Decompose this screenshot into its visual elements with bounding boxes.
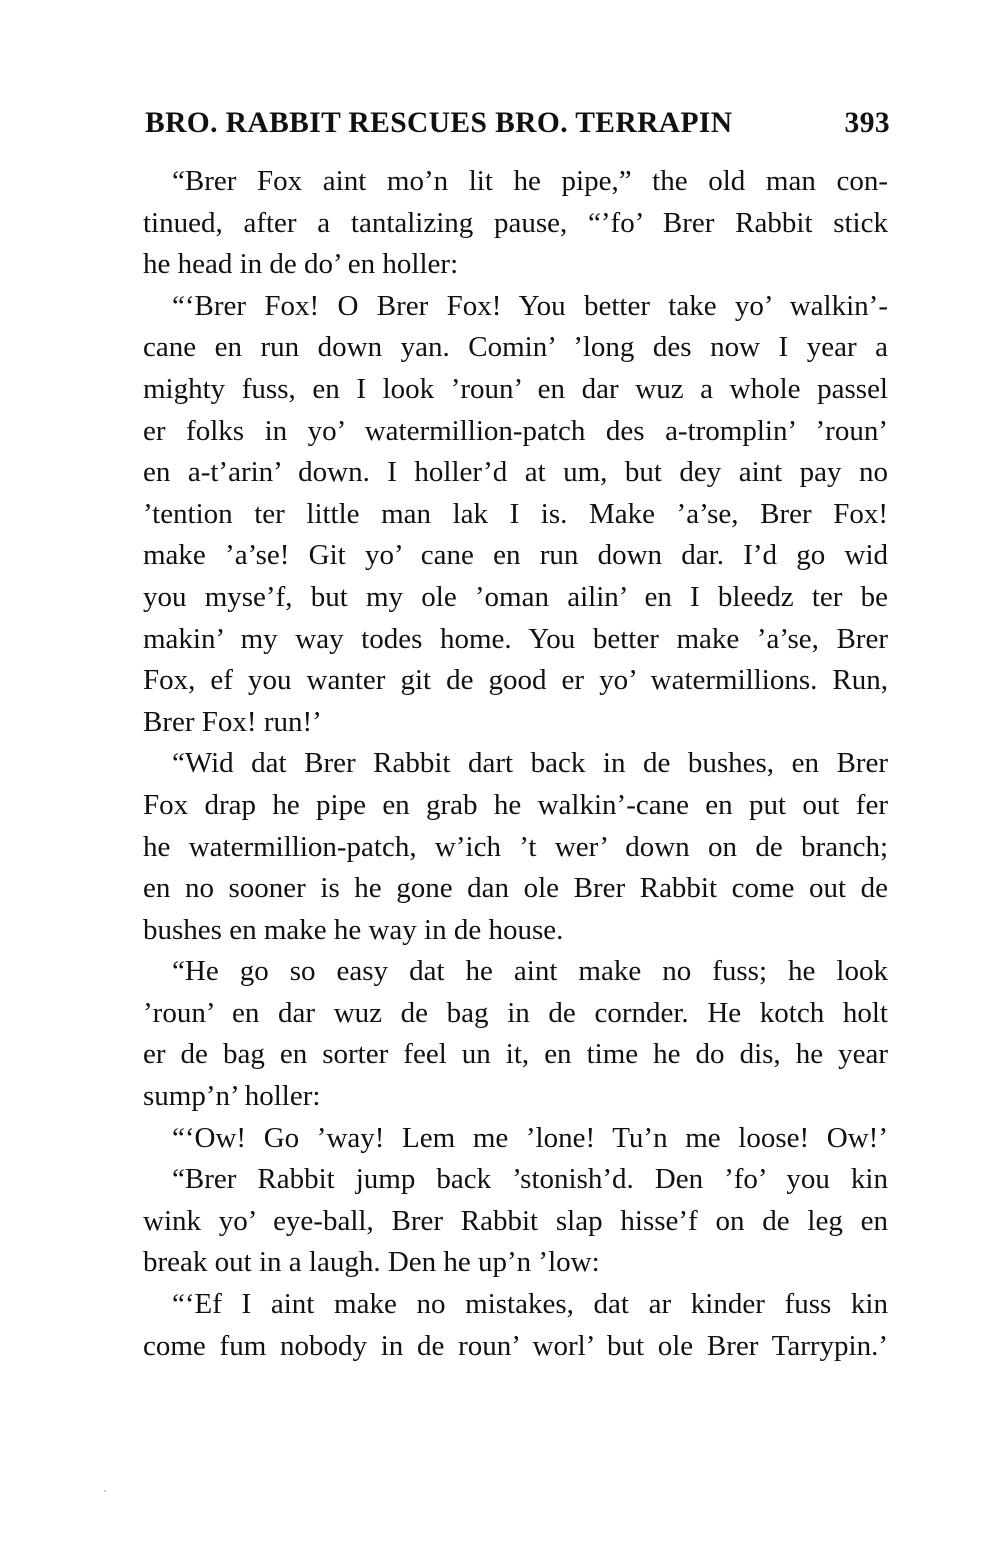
text-line: “‘Ow! Go ’way! Lem me ’lone! Tu’n me loose! Ow!’ xyxy=(172,1121,888,1154)
scan-speck xyxy=(104,1490,106,1492)
text-line: he watermillion-patch, w’ich ’t wer’ down on de branch; xyxy=(143,830,888,863)
text-line: er de bag en sorter feel un it, en time he do dis, he year xyxy=(143,1038,888,1071)
text-line: Brer Fox! run!’ xyxy=(143,705,322,738)
text-line: sump’n’ holler: xyxy=(143,1080,321,1113)
text-line: break out in a laugh. Den he up’n ’low: xyxy=(143,1246,600,1279)
text-line: come fum nobody in de roun’ worl’ but ole Brer Tarrypin.’ xyxy=(143,1329,888,1362)
text-line: er folks in yo’ watermillion-patch des a-tromplin’ ’roun’ xyxy=(143,414,888,447)
text-line: “‘Ef I aint make no mistakes, dat ar kinder fuss kin xyxy=(172,1288,888,1321)
chapter-title: BRO. RABBIT RESCUES BRO. TERRAPIN xyxy=(145,107,733,139)
running-head xyxy=(145,103,890,143)
text-line: ’roun’ en dar wuz de bag in de cornder. He kotch holt xyxy=(143,996,888,1029)
text-line: tinued, after a tantalizing pause, “’fo’ Brer Rabbit stick xyxy=(143,206,888,239)
text-line: en no sooner is he gone dan ole Brer Rabbit come out de xyxy=(143,872,888,905)
text-line: ’tention ter little man lak I is. Make ’a’se, Brer Fox! xyxy=(143,497,888,530)
text-line: mighty fuss, en I look ’roun’ en dar wuz a whole passel xyxy=(143,372,888,405)
text-line: wink yo’ eye-ball, Brer Rabbit slap hisse’f on de leg en xyxy=(143,1204,888,1237)
text-line: bushes en make he way in de house. xyxy=(143,913,564,946)
text-line: “Brer Fox aint mo’n lit he pipe,” the old man con- xyxy=(172,165,888,197)
text-line: Fox, ef you wanter git de good er yo’ watermillions. Run, xyxy=(143,664,888,697)
text-line: cane en run down yan. Comin’ ’long des now I year a xyxy=(143,331,888,364)
text-line: en a-t’arin’ down. I holler’d at um, but dey aint pay no xyxy=(143,456,888,489)
text-line: “He go so easy dat he aint make no fuss; he look xyxy=(172,955,888,988)
text-line: make ’a’se! Git yo’ cane en run down dar. I’d go wid xyxy=(143,539,888,572)
body-text xyxy=(143,161,888,1367)
text-line: “‘Brer Fox! O Brer Fox! You better take yo’ walkin’- xyxy=(172,289,888,322)
page-number: 393 xyxy=(844,107,890,139)
text-line: he head in de do’ en holler: xyxy=(143,248,459,281)
text-line: Fox drap he pipe en grab he walkin’-cane en put out fer xyxy=(143,788,888,821)
text-line: you myse’f, but my ole ’oman ailin’ en I bleedz ter be xyxy=(143,580,888,613)
text-line: makin’ my way todes home. You better make ’a’se, Brer xyxy=(143,622,888,655)
text-line: “Brer Rabbit jump back ’stonish’d. Den ’fo’ you kin xyxy=(172,1163,888,1196)
text-line: “Wid dat Brer Rabbit dart back in de bushes, en Brer xyxy=(172,747,888,780)
